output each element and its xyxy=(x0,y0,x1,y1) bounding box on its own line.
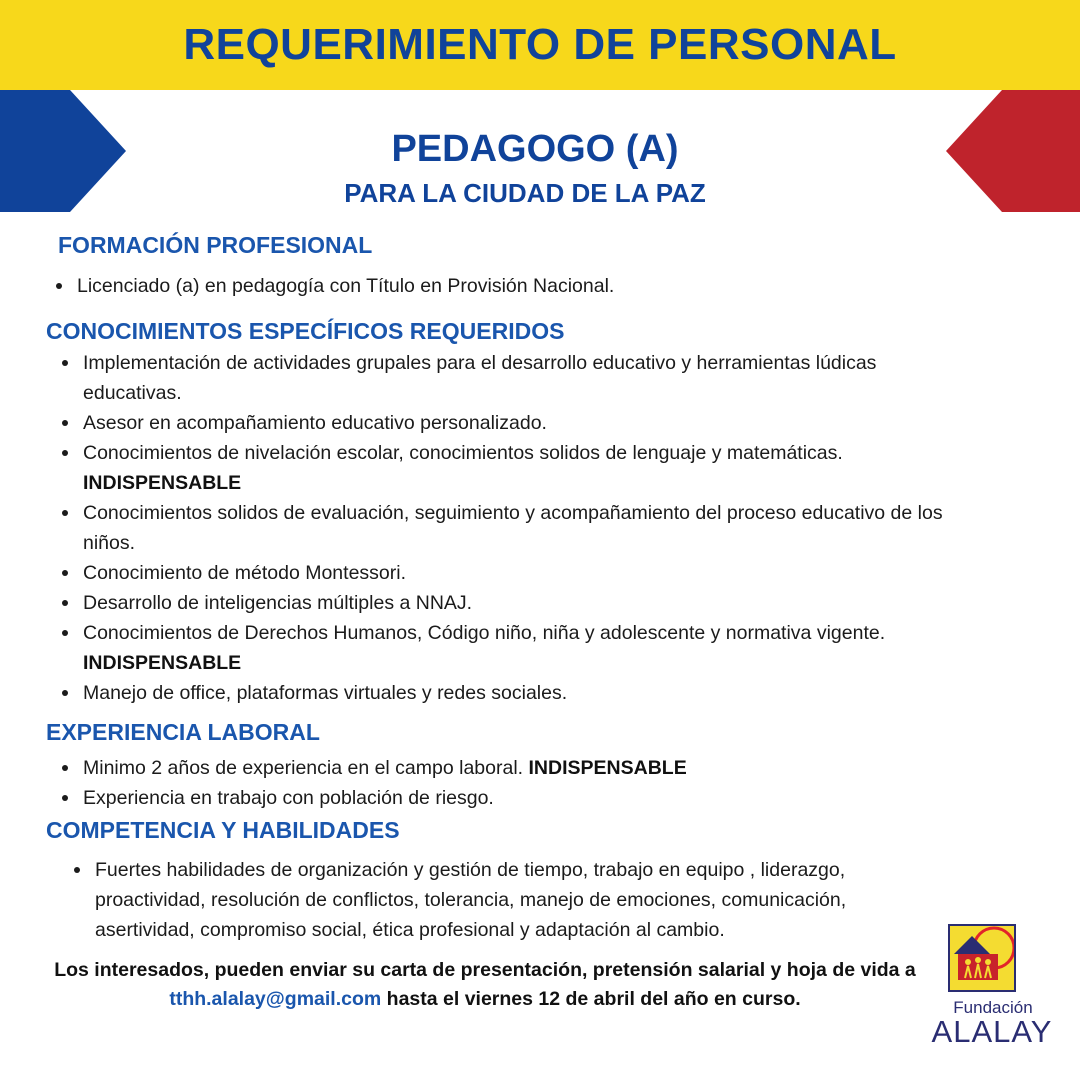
list-item: Desarrollo de inteligencias múltiples a NNAJ. xyxy=(56,588,976,618)
competencia-list xyxy=(68,855,938,945)
list-item-text: Minimo 2 años de experiencia en el campo laboral. xyxy=(83,757,524,779)
position-subtitle: PARA LA CIUDAD DE LA PAZ xyxy=(344,178,706,208)
formacion-list xyxy=(50,271,1010,301)
footer-text-before: Los interesados, pueden enviar su carta de presentación, pretensión salarial y hoja de vida a xyxy=(54,959,916,981)
fundacion-alalay-logo xyxy=(918,922,1068,1052)
list-item xyxy=(56,753,976,783)
section-heading-conocimientos: CONOCIMIENTOS ESPECÍFICOS REQUERIDOS xyxy=(46,318,565,344)
section-heading-experiencia: EXPERIENCIA LABORAL xyxy=(46,719,320,745)
list-item: Conocimientos solidos de evaluación, seguimiento y acompañamiento del proceso educativo de los niños. xyxy=(56,498,976,558)
application-instructions xyxy=(50,956,920,1014)
logo-line2: ALALAY xyxy=(931,1014,1053,1049)
list-item: Fuertes habilidades de organización y gestión de tiempo, trabajo en equipo , liderazgo, proactividad, resolución de conflictos, tolerancia, manejo de emociones, comunicación, asertividad, compromiso social, ética profesional y adaptación al cambio. xyxy=(68,855,938,945)
list-item: Asesor en acompañamiento educativo personalizado. xyxy=(56,408,976,438)
list-item: Implementación de actividades grupales para el desarrollo educativo y herramientas lúdicas educativas. xyxy=(56,348,976,408)
indispensable-label: INDISPENSABLE xyxy=(83,652,242,674)
list-item xyxy=(56,438,976,498)
list-item: Manejo de office, plataformas virtuales y redes sociales. xyxy=(56,678,976,708)
header-banner xyxy=(0,0,1080,90)
list-item-text: Conocimientos de nivelación escolar, conocimientos solidos de lenguaje y matemáticas. xyxy=(83,442,843,464)
list-item: Licenciado (a) en pedagogía con Título en Provisión Nacional. xyxy=(50,271,1010,301)
house-figures-icon xyxy=(950,926,1014,990)
logo-line1: Fundación xyxy=(953,998,1033,1017)
indispensable-label: INDISPENSABLE xyxy=(528,757,687,779)
footer-text-after: hasta el viernes 12 de abril del año en curso. xyxy=(381,988,801,1010)
banner-title: REQUERIMIENTO DE PERSONAL xyxy=(183,20,897,69)
conocimientos-list xyxy=(56,348,976,708)
list-item: Experiencia en trabajo con población de riesgo. xyxy=(56,783,976,813)
experiencia-list xyxy=(56,753,976,813)
list-item xyxy=(56,618,976,678)
list-item-text: Conocimientos de Derechos Humanos, Código niño, niña y adolescente y normativa vigente. xyxy=(83,622,886,644)
indispensable-label: INDISPENSABLE xyxy=(83,472,242,494)
section-heading-formacion: FORMACIÓN PROFESIONAL xyxy=(58,232,373,258)
contact-email-link[interactable]: tthh.alalay@gmail.com xyxy=(169,988,382,1010)
list-item: Conocimiento de método Montessori. xyxy=(56,558,976,588)
position-title: PEDAGOGO (A) xyxy=(391,128,679,170)
section-heading-competencia: COMPETENCIA Y HABILIDADES xyxy=(46,817,400,843)
logo-emblem xyxy=(948,924,1016,992)
